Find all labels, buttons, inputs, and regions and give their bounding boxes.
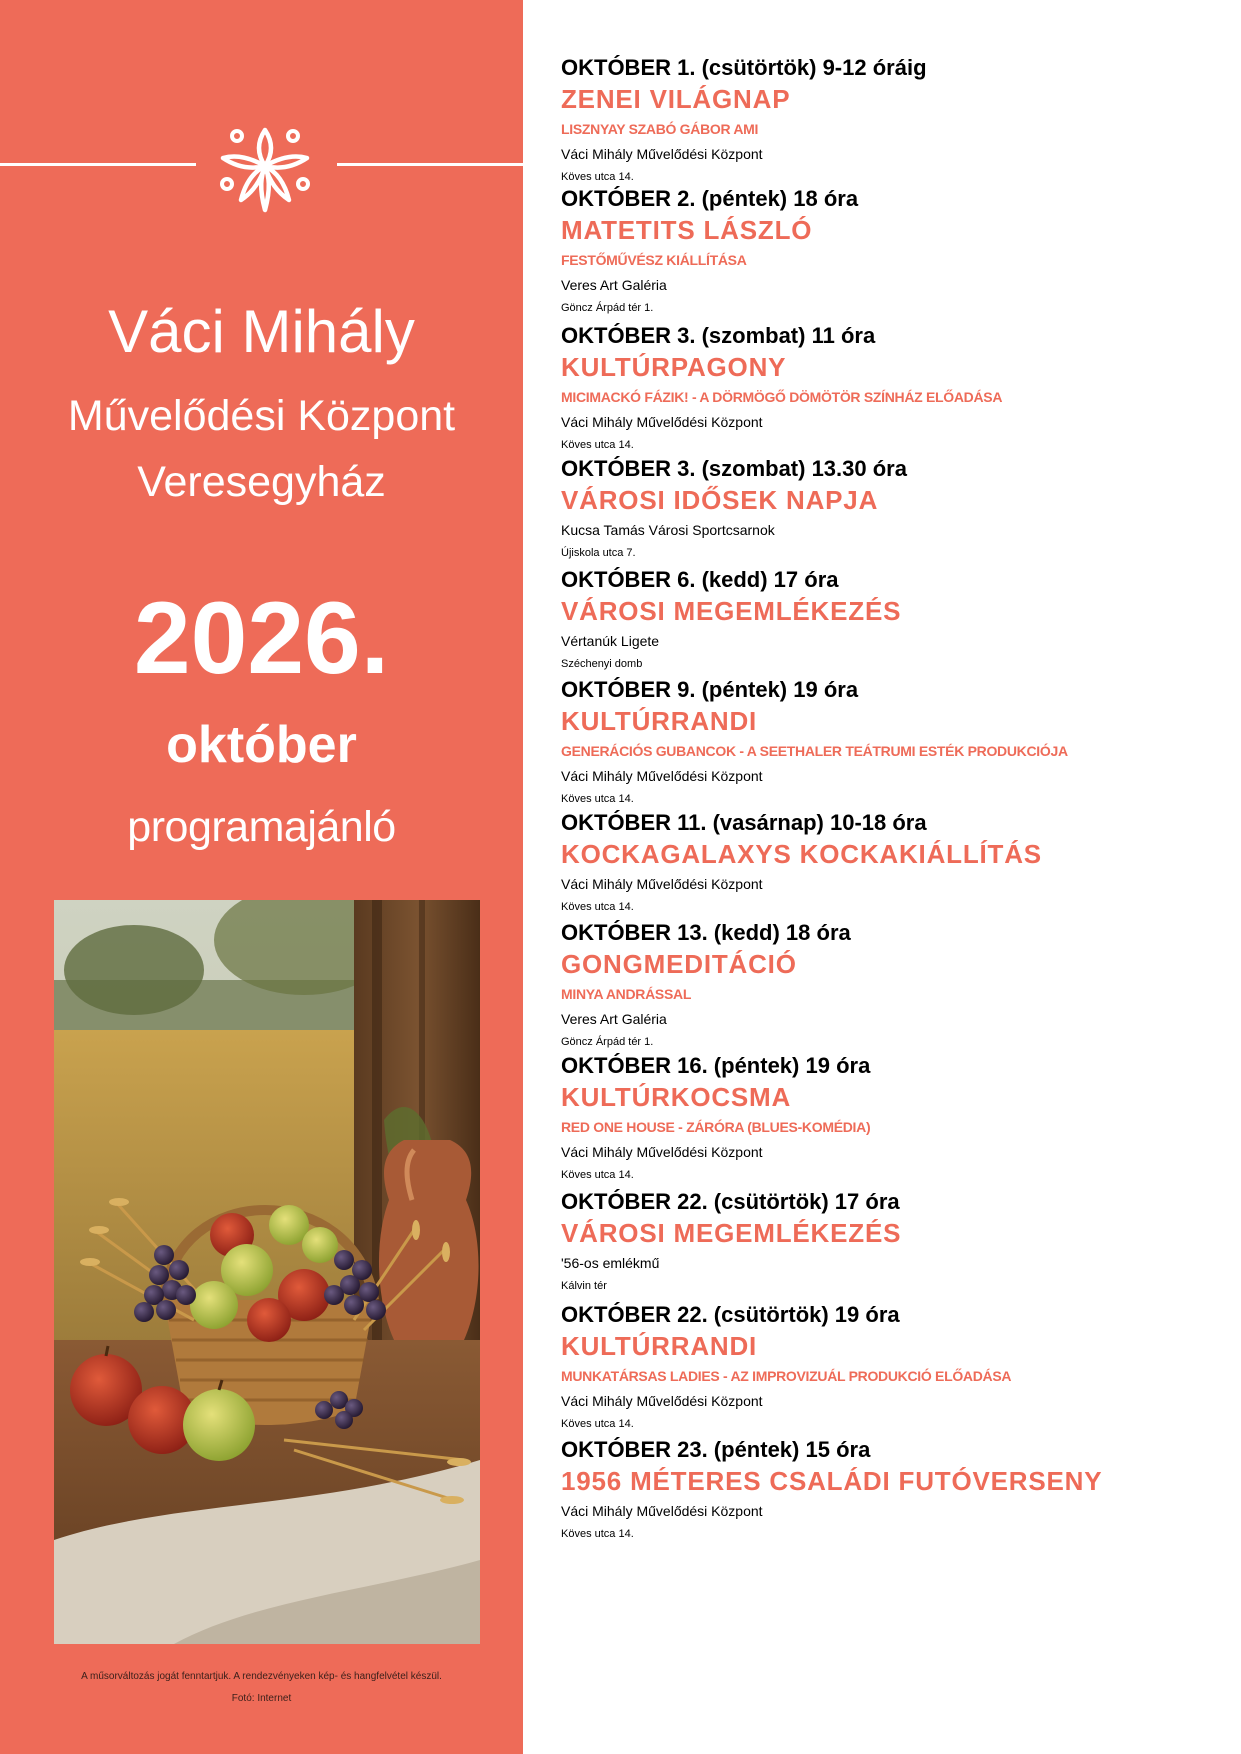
event-venue: Vértanúk Ligete <box>561 633 660 649</box>
event-venue: Váci Mihály Művelődési Központ <box>561 768 763 784</box>
event-date: OKTÓBER 2. (péntek) 18 óra <box>561 186 859 211</box>
event-address: Köves utca 14. <box>561 1528 634 1540</box>
org-city: Veresegyház <box>137 458 386 506</box>
event-address: Köves utca 14. <box>561 1418 634 1430</box>
event-venue: Veres Art Galéria <box>561 277 667 293</box>
event-title: KULTÚRRANDI <box>561 706 758 736</box>
event-venue: Váci Mihály Művelődési Központ <box>561 146 763 162</box>
event-item <box>561 52 927 187</box>
event-item <box>561 1434 1102 1544</box>
month: október <box>166 716 357 774</box>
event-title: 1956 MÉTERES CSALÁDI FUTÓVERSENY <box>561 1466 1103 1496</box>
event-item <box>561 917 851 1052</box>
event-venue: Váci Mihály Művelődési Központ <box>561 1503 763 1519</box>
left-panel <box>0 0 523 1754</box>
event-date: OKTÓBER 23. (péntek) 15 óra <box>561 1437 871 1462</box>
event-item <box>561 807 1042 917</box>
event-subtitle: GENERÁCIÓS GUBANCOK - A SEETHALER TEÁTRUMI ESTÉK PRODUKCIÓJA <box>561 743 1068 759</box>
event-title: VÁROSI MEGEMLÉKEZÉS <box>561 596 902 626</box>
org-subtitle: Művelődési Központ <box>67 392 456 440</box>
event-address: Göncz Árpád tér 1. <box>561 302 654 314</box>
event-title: MATETITS LÁSZLÓ <box>561 215 813 245</box>
event-address: Köves utca 14. <box>561 171 634 183</box>
event-date: OKTÓBER 16. (péntek) 19 óra <box>561 1053 871 1078</box>
event-title: GONGMEDITÁCIÓ <box>561 949 797 979</box>
event-title: KULTÚRPAGONY <box>561 352 787 382</box>
event-subtitle: RED ONE HOUSE - ZÁRÓRA (BLUES-KOMÉDIA) <box>561 1119 871 1135</box>
event-subtitle: MINYA ANDRÁSSAL <box>561 986 692 1002</box>
event-title: VÁROSI IDŐSEK NAPJA <box>561 485 879 515</box>
event-address: Köves utca 14. <box>561 793 634 805</box>
event-date: OKTÓBER 1. (csütörtök) 9-12 óráig <box>561 55 927 80</box>
disclaimer-text: A műsorváltozás jogát fenntartjuk. A rendezvényeken kép- és hangfelvétel készül. <box>81 1671 442 1682</box>
event-address: Köves utca 14. <box>561 1169 634 1181</box>
event-venue: Váci Mihály Művelődési Központ <box>561 1393 763 1409</box>
event-title: KOCKAGALAXYS KOCKAKIÁLLÍTÁS <box>561 839 1042 869</box>
event-venue: Váci Mihály Művelődési Központ <box>561 414 763 430</box>
event-date: OKTÓBER 13. (kedd) 18 óra <box>561 920 851 945</box>
event-address: Széchenyi domb <box>561 658 643 670</box>
event-subtitle: LISZNYAY SZABÓ GÁBOR AMI <box>561 121 759 137</box>
event-venue: Veres Art Galéria <box>561 1011 667 1027</box>
event-venue: Váci Mihály Művelődési Központ <box>561 1144 763 1160</box>
event-title: ZENEI VILÁGNAP <box>561 84 791 114</box>
event-venue: Kucsa Tamás Városi Sportcsarnok <box>561 522 775 538</box>
event-address: Újiskola utca 7. <box>561 547 636 559</box>
event-item <box>561 1186 901 1296</box>
event-address: Kálvin tér <box>561 1280 607 1292</box>
event-subtitle: MUNKATÁRSAS LADIES - AZ IMPROVIZUÁL PRODUKCIÓ ELŐADÁSA <box>561 1368 1012 1384</box>
event-item <box>561 320 1002 455</box>
event-date: OKTÓBER 3. (szombat) 13.30 óra <box>561 456 907 481</box>
event-item <box>561 674 1068 809</box>
autumn-fruit-photo <box>54 900 480 1644</box>
event-venue: '56-os emlékmű <box>561 1255 660 1271</box>
event-item <box>561 564 901 674</box>
footer-note <box>0 1666 523 1710</box>
event-item <box>561 183 858 318</box>
event-title: KULTÚRRANDI <box>561 1331 758 1361</box>
event-address: Göncz Árpád tér 1. <box>561 1036 654 1048</box>
event-address: Köves utca 14. <box>561 439 634 451</box>
event-venue: Váci Mihály Művelődési Központ <box>561 876 763 892</box>
event-subtitle: MICIMACKÓ FÁZIK! - A DÖRMÖGŐ DÖMÖTÖR SZÍNHÁZ ELŐADÁSA <box>561 389 1003 405</box>
year: 2026. <box>133 581 390 695</box>
event-title: KULTÚRKOCSMA <box>561 1082 792 1112</box>
divider-right <box>337 163 523 166</box>
event-item <box>561 453 907 563</box>
event-date: OKTÓBER 9. (péntek) 19 óra <box>561 677 859 702</box>
event-title: VÁROSI MEGEMLÉKEZÉS <box>561 1218 902 1248</box>
program-subtitle: programajánló <box>127 803 396 851</box>
event-date: OKTÓBER 22. (csütörtök) 17 óra <box>561 1189 900 1214</box>
event-address: Köves utca 14. <box>561 901 634 913</box>
event-item <box>561 1299 1011 1434</box>
event-date: OKTÓBER 6. (kedd) 17 óra <box>561 567 839 592</box>
photo-credit: Fotó: Internet <box>231 1693 292 1704</box>
event-date: OKTÓBER 3. (szombat) 11 óra <box>561 323 876 348</box>
org-name: Váci Mihály <box>108 298 415 365</box>
event-date: OKTÓBER 22. (csütörtök) 19 óra <box>561 1302 900 1327</box>
divider-left <box>0 163 196 166</box>
flower-icon <box>219 118 311 216</box>
event-date: OKTÓBER 11. (vasárnap) 10-18 óra <box>561 810 927 835</box>
event-subtitle: FESTŐMŰVÉSZ KIÁLLÍTÁSA <box>561 252 747 268</box>
event-item <box>561 1050 870 1185</box>
